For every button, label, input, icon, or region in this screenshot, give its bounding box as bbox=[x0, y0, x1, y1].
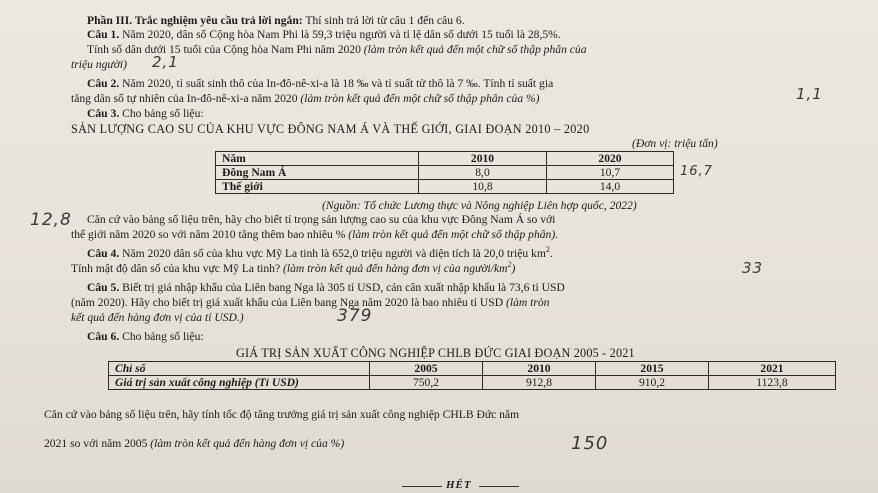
q4-text-2: Tính mật độ dân số của khu vực Mỹ La tinh? bbox=[71, 262, 284, 275]
q4-sup: 2 bbox=[545, 245, 550, 255]
q4-line-1: Câu 4. Năm 2020 dân số của khu vực Mỹ La tinh là 652,0 triệu người và diện tích là 20,0 triệu $km^2$. bbox=[87, 245, 553, 260]
q4-note-sup: 2 bbox=[507, 260, 512, 270]
q5-line-2 bbox=[71, 296, 549, 310]
q5-note-3: kết quả đến hàng đơn vị của tỉ USD.) bbox=[71, 311, 244, 324]
q6-line-1 bbox=[87, 330, 204, 344]
table-header-row bbox=[216, 152, 674, 166]
table-header-row bbox=[109, 362, 836, 376]
table-cell: 8,0 bbox=[419, 166, 547, 180]
q1-note-2: (làm tròn kết quả đến một chữ số thập phân của bbox=[363, 43, 587, 56]
end-divider-left bbox=[402, 486, 442, 487]
q4-label: Câu 4. bbox=[87, 247, 120, 260]
table-header-cell: 2010 bbox=[419, 152, 547, 166]
q2-text-1: Năm 2020, tỉ suất sinh thô của In-đô-nê-xi-a là 18 ‰ và tỉ suất tử thô là 7 ‰. Tính tỉ suất gia bbox=[119, 77, 554, 90]
table-cell: 750,2 bbox=[370, 376, 483, 390]
table-row bbox=[216, 180, 674, 194]
q1-text-2: Tính số dân dưới 15 tuổi của Cộng hòa Nam Phi năm 2020 bbox=[87, 43, 364, 56]
q5-text-1: Biết trị giá nhập khẩu của Liên bang Nga là 305 tỉ USD, cán cân xuất nhập khẩu là 73,6 tỉ USD bbox=[119, 281, 565, 294]
end-divider-right bbox=[479, 486, 519, 487]
table-header-cell: 2021 bbox=[709, 362, 836, 376]
q2-text-2: tăng dân số tự nhiên của In-đô-nê-xi-a năm 2020 bbox=[71, 92, 301, 105]
table-header-cell: Năm bbox=[216, 152, 419, 166]
end-text: HẾT bbox=[446, 479, 472, 491]
part-header bbox=[87, 14, 465, 28]
q6-question-text: 2021 so với năm 2005 bbox=[44, 437, 151, 450]
q5-note-2: (làm tròn bbox=[505, 296, 550, 309]
q1-text-1: Năm 2020, dân số Cộng hòa Nam Phi là 59,3 triệu người và tỉ lệ dân số dưới 15 tuổi là 28,5%. bbox=[119, 28, 561, 41]
q4-text-1: Năm 2020 dân số của khu vực Mỹ La tinh là 652,0 triệu người và diện tích là 20,0 triệu km bbox=[119, 247, 546, 260]
q2-line-2 bbox=[71, 92, 540, 106]
q3-question-note: (làm tròn kết quả đến một chữ số thập phân). bbox=[348, 228, 559, 241]
q3-table bbox=[215, 151, 674, 194]
q1-label: Câu 1. bbox=[87, 28, 120, 41]
q3-margin-answer: 12,8 bbox=[30, 210, 72, 230]
table-cell: Đông Nam Á bbox=[216, 166, 419, 180]
table-row bbox=[216, 166, 674, 180]
table-header-cell: 2020 bbox=[547, 152, 674, 166]
q3-question-1: Căn cứ vào bảng số liệu trên, hãy cho biết tỉ trọng sản lượng cao su của khu vực Đông Nam Á so với bbox=[87, 213, 556, 226]
q6-label: Câu 6. bbox=[87, 330, 120, 343]
q1-note-3: triệu người) bbox=[71, 58, 127, 71]
q3-table-unit: (Đơn vị: triệu tấn) bbox=[632, 137, 718, 150]
table-cell: 10,8 bbox=[419, 180, 547, 194]
q5-line-1 bbox=[87, 281, 565, 295]
table-header-cell: Chỉ số bbox=[109, 362, 370, 376]
q3-question-2 bbox=[71, 228, 558, 242]
q3-line-1 bbox=[87, 107, 204, 121]
table-cell: Giá trị sản xuất công nghiệp (Tỉ USD) bbox=[109, 376, 370, 390]
table-cell: 910,2 bbox=[596, 376, 709, 390]
table-header-cell: 2005 bbox=[370, 362, 483, 376]
q2-line-1 bbox=[87, 77, 553, 91]
q2-handwritten-answer: 1,1 bbox=[796, 85, 823, 103]
q4-handwritten-answer: 33 bbox=[742, 259, 764, 277]
q1-line-1 bbox=[87, 28, 561, 42]
q6-table bbox=[108, 361, 836, 390]
q6-text: Cho bảng số liệu: bbox=[119, 330, 204, 343]
q5-label: Câu 5. bbox=[87, 281, 120, 294]
table-cell: 912,8 bbox=[483, 376, 596, 390]
q3-label: Câu 3. bbox=[87, 107, 120, 120]
q3-text: Cho bảng số liệu: bbox=[119, 107, 204, 120]
q3-table-title: SẢN LƯỢNG CAO SU CỦA KHU VỰC ĐÔNG NAM Á VÀ THẾ GIỚI, GIAI ĐOẠN 2010 – 2020 bbox=[71, 122, 590, 136]
q2-note: (làm tròn kết quả đến một chữ số thập phân của %) bbox=[300, 92, 540, 105]
q6-handwritten-answer: 150 bbox=[571, 433, 609, 454]
q3-side-note: 16,7 bbox=[680, 164, 713, 179]
part-title: Phần III. Trắc nghiệm yêu cầu trả lời ngắn: bbox=[87, 14, 303, 27]
q5-handwritten-answer: 379 bbox=[337, 306, 373, 326]
table-cell: Thế giới bbox=[216, 180, 419, 194]
table-cell: 10,7 bbox=[547, 166, 674, 180]
table-header-cell: 2010 bbox=[483, 362, 596, 376]
q1-handwritten-answer: 2,1 bbox=[152, 53, 179, 71]
q4-note: (làm tròn kết quả đến hàng đơn vị của người/km bbox=[283, 262, 508, 275]
table-cell: 14,0 bbox=[547, 180, 674, 194]
q6-question-1: Căn cứ vào bảng số liệu trên, hãy tính tốc độ tăng trưởng giá trị sản xuất công nghiệp CHLB Đức năm bbox=[44, 408, 520, 421]
part-instruction: Thí sinh trả lời từ câu 1 đến câu 6. bbox=[302, 14, 465, 27]
q6-question-note: (làm tròn kết quả đến hàng đơn vị của %) bbox=[150, 437, 345, 450]
q6-table-title: GIÁ TRỊ SẢN XUẤT CÔNG NGHIỆP CHLB ĐỨC GIAI ĐOẠN 2005 - 2021 bbox=[236, 346, 635, 360]
table-cell: 1123,8 bbox=[709, 376, 836, 390]
q5-text-2: (năm 2020). Hãy cho biết trị giá xuất khẩu của Liên bang Nga năm 2020 là bao nhiêu tỉ USD bbox=[71, 296, 506, 309]
q3-question-text: thế giới năm 2020 so với năm 2010 tăng thêm bao nhiêu % bbox=[71, 228, 349, 241]
table-row bbox=[109, 376, 836, 390]
q4-line-2: Tính mật độ dân số của khu vực Mỹ La tinh? (làm tròn kết quả đến hàng đơn vị của người/$km^2$) bbox=[71, 260, 516, 275]
q6-question-2 bbox=[44, 437, 344, 451]
q2-label: Câu 2. bbox=[87, 77, 120, 90]
table-header-cell: 2015 bbox=[596, 362, 709, 376]
q3-source: (Nguồn: Tổ chức Lương thực và Nông nghiệp Liên hợp quốc, 2022) bbox=[322, 199, 637, 212]
